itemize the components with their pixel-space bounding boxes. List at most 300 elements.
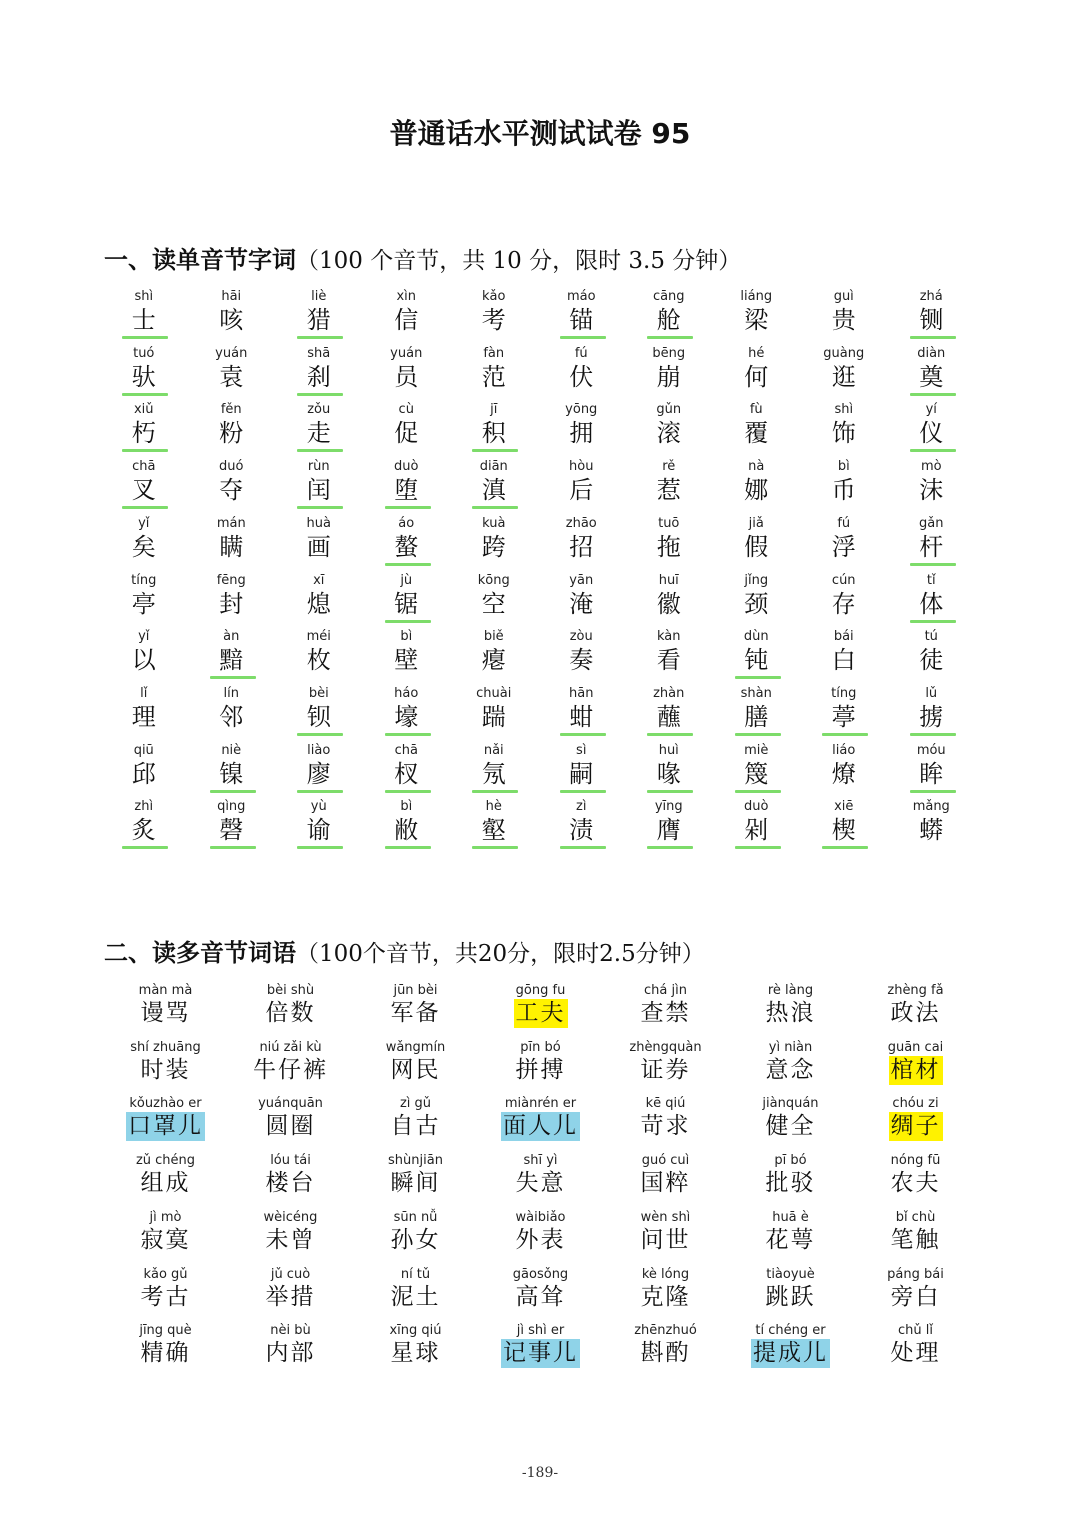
underline-mark	[647, 790, 693, 793]
hanzi: 封	[219, 589, 244, 618]
char-item	[538, 686, 626, 743]
char-item	[188, 743, 276, 800]
pinyin: duó	[219, 459, 244, 475]
hanzi: 仪	[919, 419, 944, 448]
hanzi: 饰	[831, 419, 856, 448]
pinyin: méi	[306, 629, 331, 645]
char-item	[188, 346, 276, 403]
hanzi: 猎	[306, 306, 331, 334]
hanzi: 炙	[131, 816, 156, 845]
pinyin: yǐ	[138, 629, 150, 645]
pinyin: fù	[749, 402, 763, 418]
pinyin: zǒu	[307, 402, 331, 418]
pinyin: bèi shù	[266, 983, 315, 998]
underline-mark	[297, 393, 343, 396]
word-item	[103, 1267, 228, 1324]
char-item	[625, 516, 713, 573]
char-item	[363, 573, 451, 630]
word-item	[603, 1210, 728, 1267]
hanzi: 邱	[131, 759, 156, 788]
pinyin: nǎi	[483, 742, 504, 758]
pinyin: yí	[925, 402, 937, 418]
pinyin: fěn	[220, 402, 242, 418]
pinyin: páng bái	[887, 1266, 944, 1282]
hanzi: 白	[831, 646, 856, 675]
pinyin: bái	[833, 629, 854, 645]
pinyin: jiànquán	[762, 1096, 819, 1112]
underline-mark	[647, 733, 693, 736]
pinyin: kàn	[656, 629, 681, 645]
pinyin: huà	[306, 515, 331, 531]
hanzi: 徽	[656, 589, 681, 618]
underline-mark	[385, 733, 431, 736]
pinyin: jiǎ	[748, 515, 764, 531]
word: 问世	[640, 1226, 691, 1253]
word-item	[853, 1096, 978, 1153]
hanzi: 熄	[306, 589, 331, 618]
underline-mark	[385, 563, 431, 566]
char-item	[713, 459, 801, 516]
underline-mark	[910, 733, 956, 736]
char-item	[538, 459, 626, 516]
underline-mark	[210, 676, 256, 679]
pinyin: chā	[132, 459, 156, 475]
pinyin: guān cai	[887, 1039, 944, 1055]
word-item	[228, 1210, 353, 1267]
hanzi: 膳	[744, 702, 769, 731]
underline-mark	[735, 790, 781, 793]
underline-mark	[560, 733, 606, 736]
word-item	[228, 983, 353, 1040]
word: 记事儿	[503, 1340, 578, 1367]
word: 证券	[640, 1056, 691, 1083]
pinyin: kè lóng	[641, 1266, 690, 1282]
pinyin: zì	[576, 799, 587, 815]
char-item	[188, 459, 276, 516]
char-item	[188, 289, 276, 346]
pinyin: zhàn	[653, 685, 685, 701]
section1-heading	[104, 240, 741, 275]
pinyin: bì	[837, 459, 850, 475]
word: 星球	[390, 1340, 441, 1367]
pinyin: háo	[394, 685, 419, 701]
pinyin: nóng fū	[890, 1153, 941, 1169]
pinyin: yuán	[215, 345, 248, 361]
hanzi: 覆	[744, 419, 769, 448]
pinyin: zhèngquàn	[629, 1039, 702, 1055]
char-item	[450, 799, 538, 856]
hanzi: 沫	[919, 476, 944, 505]
pinyin: jǐng	[744, 572, 769, 588]
char-item	[713, 743, 801, 800]
hanzi: 逛	[831, 362, 856, 391]
word-item	[478, 983, 603, 1040]
word: 军备	[390, 1000, 441, 1026]
pinyin: hāi	[221, 289, 242, 304]
word-item	[353, 1267, 478, 1324]
char-item	[888, 573, 976, 630]
word-item	[228, 1323, 353, 1380]
pinyin: shì	[834, 402, 854, 418]
hanzi: 空	[481, 589, 506, 618]
hanzi: 员	[394, 362, 419, 391]
pinyin: dùn	[743, 629, 769, 645]
char-item	[450, 289, 538, 346]
word-item	[353, 1096, 478, 1153]
underline-mark	[122, 336, 168, 339]
word-item	[728, 1096, 853, 1153]
hanzi: 币	[831, 476, 856, 505]
hanzi: 枚	[306, 646, 331, 675]
hanzi: 淹	[569, 589, 594, 618]
hanzi: 奏	[569, 646, 594, 675]
hanzi: 壁	[394, 646, 419, 675]
word: 健全	[765, 1113, 816, 1140]
pinyin: xiǔ	[133, 402, 154, 418]
pinyin: tí chéng er	[755, 1323, 826, 1339]
pinyin: móu	[916, 742, 946, 758]
word: 意念	[765, 1056, 816, 1083]
hanzi: 画	[306, 532, 331, 561]
word-item	[853, 983, 978, 1040]
word: 外表	[515, 1226, 566, 1253]
pinyin: rè làng	[767, 983, 814, 998]
pinyin: tiàoyuè	[766, 1266, 815, 1282]
underline-mark	[472, 506, 518, 509]
hanzi: 镍	[219, 759, 244, 788]
word-item	[478, 1096, 603, 1153]
word: 牛仔裤	[253, 1056, 328, 1083]
pinyin: yīng	[654, 799, 683, 815]
page-number: -189-	[521, 1465, 559, 1481]
word: 倍数	[265, 1000, 316, 1026]
underline-mark	[385, 846, 431, 849]
pinyin: liè	[311, 289, 327, 304]
word: 绸子	[890, 1113, 941, 1140]
hanzi: 惹	[656, 476, 681, 505]
pinyin: tuō	[658, 515, 680, 531]
hanzi: 杈	[394, 759, 419, 788]
hanzi: 舱	[656, 306, 681, 334]
underline-mark	[122, 393, 168, 396]
char-item	[450, 629, 538, 686]
underline-mark	[735, 846, 781, 849]
char-item	[275, 289, 363, 346]
underline-mark	[297, 790, 343, 793]
pinyin: zì gǔ	[399, 1096, 432, 1112]
underline-mark	[210, 846, 256, 849]
char-item	[188, 686, 276, 743]
word: 考古	[140, 1283, 191, 1310]
underline-mark	[735, 733, 781, 736]
word: 圆圈	[265, 1113, 316, 1140]
char-item	[275, 743, 363, 800]
word: 组成	[140, 1170, 191, 1197]
word: 泥土	[390, 1283, 441, 1310]
word-item	[353, 1153, 478, 1210]
hanzi: 存	[831, 589, 856, 618]
hanzi: 剁	[744, 816, 769, 845]
hanzi: 积	[481, 419, 506, 448]
pinyin: shí zhuāng	[130, 1039, 201, 1055]
char-item	[363, 629, 451, 686]
pinyin: shùnjiān	[388, 1153, 443, 1169]
char-item	[713, 516, 801, 573]
hanzi: 壕	[394, 702, 419, 731]
char-item	[625, 459, 713, 516]
hanzi: 葶	[831, 702, 856, 731]
char-item	[713, 346, 801, 403]
word-item	[228, 1267, 353, 1324]
underline-mark	[560, 336, 606, 339]
word: 提成儿	[753, 1340, 828, 1367]
char-item	[800, 743, 888, 800]
char-item	[625, 686, 713, 743]
underline-mark	[735, 676, 781, 679]
pinyin: cún	[831, 572, 856, 588]
char-item	[450, 346, 538, 403]
char-item	[450, 402, 538, 459]
hanzi: 朽	[131, 419, 156, 448]
hanzi: 走	[306, 419, 331, 448]
char-item	[713, 402, 801, 459]
hanzi: 蟒	[919, 816, 944, 845]
word: 棺材	[890, 1056, 941, 1083]
word-item	[853, 1153, 978, 1210]
char-item	[888, 402, 976, 459]
pinyin: jì mò	[149, 1209, 182, 1225]
hanzi: 促	[394, 419, 419, 448]
word-item	[853, 1267, 978, 1324]
pinyin: lǔ	[925, 685, 938, 701]
pinyin: shā	[307, 345, 331, 361]
word-item	[228, 1096, 353, 1153]
pinyin: tíng	[831, 685, 857, 701]
word: 楼台	[265, 1170, 316, 1197]
pinyin: chǔ lǐ	[898, 1323, 933, 1339]
pinyin: cāng	[652, 289, 685, 304]
word-item	[103, 983, 228, 1040]
underline-mark	[472, 449, 518, 452]
word-item	[853, 1323, 978, 1380]
hanzi: 拥	[569, 419, 594, 448]
underline-mark	[385, 506, 431, 509]
pinyin: sūn nǚ	[393, 1209, 438, 1225]
word: 批驳	[765, 1170, 816, 1197]
hanzi: 范	[481, 362, 506, 391]
pinyin: jì shì er	[516, 1323, 565, 1339]
hanzi: 跨	[481, 532, 506, 561]
hanzi: 以	[131, 646, 156, 675]
hanzi: 士	[131, 306, 156, 334]
hanzi: 膺	[656, 816, 681, 845]
char-item	[100, 459, 188, 516]
hanzi: 堕	[394, 476, 419, 505]
underline-mark	[910, 563, 956, 566]
pinyin: lín	[223, 685, 239, 701]
pinyin: jīng què	[139, 1323, 192, 1339]
char-item	[800, 686, 888, 743]
word-item	[478, 1323, 603, 1380]
pinyin: lóu tái	[270, 1153, 311, 1169]
word-item	[853, 1210, 978, 1267]
pinyin: gǔn	[656, 402, 682, 418]
underline-mark	[122, 846, 168, 849]
pinyin: miè	[744, 742, 769, 758]
char-item	[275, 346, 363, 403]
pinyin: àn	[223, 629, 240, 645]
char-item	[363, 289, 451, 346]
hanzi: 驮	[131, 362, 156, 391]
char-item	[888, 629, 976, 686]
word-item	[603, 983, 728, 1040]
word-item	[103, 1153, 228, 1210]
pinyin: diān	[479, 459, 508, 475]
hanzi: 伏	[569, 362, 594, 391]
hanzi: 蚶	[569, 702, 594, 731]
pinyin: kǎo gǔ	[143, 1266, 188, 1282]
pinyin: mò	[920, 459, 942, 475]
hanzi: 粉	[219, 419, 244, 448]
word-item	[603, 1153, 728, 1210]
pinyin: bèi	[308, 685, 329, 701]
char-item	[713, 629, 801, 686]
char-item	[450, 743, 538, 800]
hanzi: 看	[656, 646, 681, 675]
char-item	[100, 573, 188, 630]
pinyin: wèicéng	[263, 1209, 318, 1225]
char-item	[100, 516, 188, 573]
pinyin: kē qiú	[645, 1096, 686, 1112]
word: 工夫	[515, 1000, 566, 1026]
pinyin: yōng	[565, 402, 598, 418]
char-item	[538, 346, 626, 403]
char-item	[713, 686, 801, 743]
hanzi: 燎	[831, 759, 856, 788]
word: 失意	[515, 1170, 566, 1197]
word: 拼搏	[515, 1056, 566, 1083]
hanzi: 娜	[744, 476, 769, 505]
pinyin: duò	[394, 459, 419, 475]
pinyin: màn mà	[138, 983, 193, 998]
hanzi: 徒	[919, 646, 944, 675]
section1-note: （100 个音节，共 10 分，限时 3.5 分钟）	[296, 248, 742, 274]
pinyin: niè	[221, 742, 242, 758]
pinyin: yù	[310, 799, 327, 815]
hanzi: 崩	[656, 362, 681, 391]
char-item	[800, 629, 888, 686]
char-item	[188, 799, 276, 856]
char-item	[888, 459, 976, 516]
char-item	[800, 346, 888, 403]
pinyin: yān	[569, 572, 594, 588]
hanzi: 篾	[744, 759, 769, 788]
underline-mark	[910, 393, 956, 396]
word-item	[353, 983, 478, 1040]
pinyin: bǐ chù	[895, 1209, 936, 1225]
hanzi: 贵	[831, 306, 856, 334]
pinyin: lǐ	[140, 685, 148, 701]
underline-mark	[472, 846, 518, 849]
char-item	[538, 289, 626, 346]
word-item	[228, 1040, 353, 1097]
word-item	[728, 1323, 853, 1380]
underline-mark	[560, 846, 606, 849]
word-item	[103, 1096, 228, 1153]
pinyin: wèn shì	[640, 1209, 691, 1225]
char-item	[100, 346, 188, 403]
hanzi: 渍	[569, 816, 594, 845]
hanzi: 氖	[481, 759, 506, 788]
pinyin: tú	[924, 629, 938, 645]
underline-mark	[647, 846, 693, 849]
hanzi: 奠	[919, 362, 944, 391]
word-item	[603, 1040, 728, 1097]
char-item	[888, 686, 976, 743]
char-item	[800, 516, 888, 573]
pinyin: pīn bó	[520, 1039, 561, 1055]
pinyin: guó cuì	[641, 1153, 690, 1169]
word: 热浪	[765, 1000, 816, 1026]
underline-mark	[560, 790, 606, 793]
hanzi: 杆	[919, 532, 944, 561]
word: 瞬间	[390, 1170, 441, 1197]
pinyin: shì	[134, 289, 154, 304]
word: 苛求	[640, 1113, 691, 1140]
underline-mark	[910, 336, 956, 339]
pinyin: fàn	[483, 345, 505, 361]
char-item	[100, 799, 188, 856]
hanzi: 螯	[394, 532, 419, 561]
pinyin: sì	[576, 742, 587, 758]
hanzi: 眸	[919, 759, 944, 788]
char-item	[100, 289, 188, 346]
underline-mark	[910, 449, 956, 452]
char-item	[450, 686, 538, 743]
hanzi: 蘸	[656, 702, 681, 731]
hanzi: 袁	[219, 362, 244, 391]
pinyin: yǐ	[138, 515, 150, 531]
pinyin: rě	[662, 459, 676, 475]
word: 网民	[390, 1056, 441, 1083]
char-item	[188, 516, 276, 573]
char-item	[363, 402, 451, 459]
hanzi: 嗣	[569, 759, 594, 788]
word-item	[728, 1153, 853, 1210]
pinyin: cù	[398, 402, 414, 418]
page-title: 普通话水平测试试卷 95	[389, 117, 691, 150]
char-item	[800, 799, 888, 856]
hanzi: 楔	[831, 816, 856, 845]
hanzi: 滇	[481, 476, 506, 505]
pinyin: tuó	[133, 345, 155, 361]
section2-heading	[104, 933, 705, 968]
char-item	[188, 402, 276, 459]
underline-mark	[297, 336, 343, 339]
word: 寂寞	[140, 1226, 191, 1253]
hanzi: 敝	[394, 816, 419, 845]
pinyin: miànrén er	[504, 1096, 577, 1112]
pinyin: xī	[313, 572, 325, 588]
char-item	[713, 289, 801, 346]
hanzi: 瘪	[481, 646, 506, 675]
word: 跳跃	[765, 1283, 816, 1310]
char-item	[888, 799, 976, 856]
word-item	[353, 1323, 478, 1380]
char-item	[538, 402, 626, 459]
char-item	[888, 289, 976, 346]
pinyin: máo	[566, 289, 596, 304]
